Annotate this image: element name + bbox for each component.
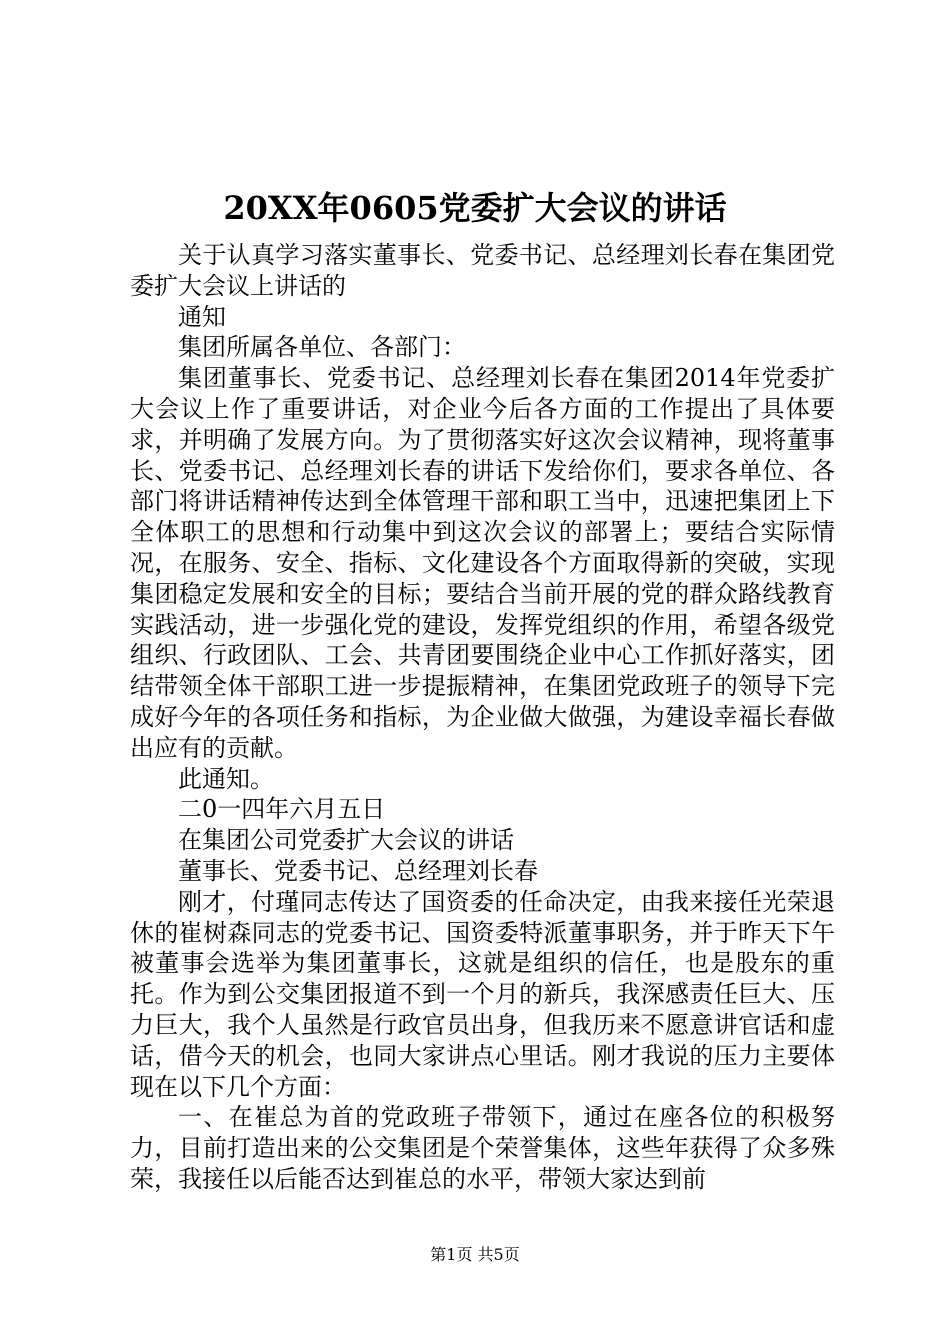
paragraph-heading-line: 关于认真学习落实董事长、党委书记、总经理刘长春在集团党委扩大会议上讲话的 bbox=[130, 241, 835, 300]
paragraph-closing: 此通知。 bbox=[178, 764, 274, 793]
page-number: 第1页 共5页 bbox=[430, 1245, 520, 1264]
paragraph-date: 二0一四年六月五日 bbox=[178, 795, 386, 824]
document-title: 20XX年0605党委扩大会议的讲话 bbox=[223, 189, 727, 227]
document-body bbox=[130, 240, 835, 1195]
paragraph-speech-title: 在集团公司党委扩大会议的讲话 bbox=[178, 826, 514, 855]
page-footer bbox=[0, 1244, 950, 1266]
paragraph-addressee: 集团所属各单位、各部门： bbox=[178, 333, 466, 362]
paragraph-notice-label: 通知 bbox=[178, 302, 226, 331]
paragraph-speech-intro: 刚才，付瑾同志传达了国资委的任命决定，由我来接任光荣退休的崔树森同志的党委书记、国资委特派董事职务，并于昨天下午被董事会选举为集团董事长，这就是组织的信任，也是股东的重托。作为到公交集团报道不到一个月的新兵，我深感责任巨大、压力巨大，我个人虽然是行政官员出身，但我历来不愿意讲官话和虚话，借今天的机会，也同大家讲点心里话。刚才我说的压力主要体现在以下几个方面： bbox=[130, 887, 835, 1101]
paragraph-speaker: 董事长、党委书记、总经理刘长春 bbox=[178, 856, 538, 885]
paragraph-speech-point-one: 一、在崔总为首的党政班子带领下，通过在座各位的积极努力，目前打造出来的公交集团是个荣誉集体，这些年获得了众多殊荣，我接任以后能否达到崔总的水平，带领大家达到前 bbox=[130, 1103, 835, 1193]
paragraph-notice-body: 集团董事长、党委书记、总经理刘长春在集团2014年党委扩大会议上作了重要讲话，对企业今后各方面的工作提出了具体要求，并明确了发展方向。为了贯彻落实好这次会议精神，现将董事长、党委书记、总经理刘长春的讲话下发给你们，要求各单位、各部门将讲话精神传达到全体管理干部和职工当中，迅速把集团上下全体职工的思想和行动集中到这次会议的部署上；要结合实际情况，在服务、安全、指标、文化建设各个方面取得新的突破，实现集团稳定发展和安全的目标；要结合当前开展的党的群众路线教育实践活动，进一步强化党的建设，发挥党组织的作用，希望各级党组织、行政团队、工会、共青团要围绕企业中心工作抓好落实，团结带领全体干部职工进一步提振精神，在集团党政班子的领导下完成好今年的各项任务和指标，为企业做大做强，为建设幸福长春做出应有的贡献。 bbox=[130, 364, 835, 762]
